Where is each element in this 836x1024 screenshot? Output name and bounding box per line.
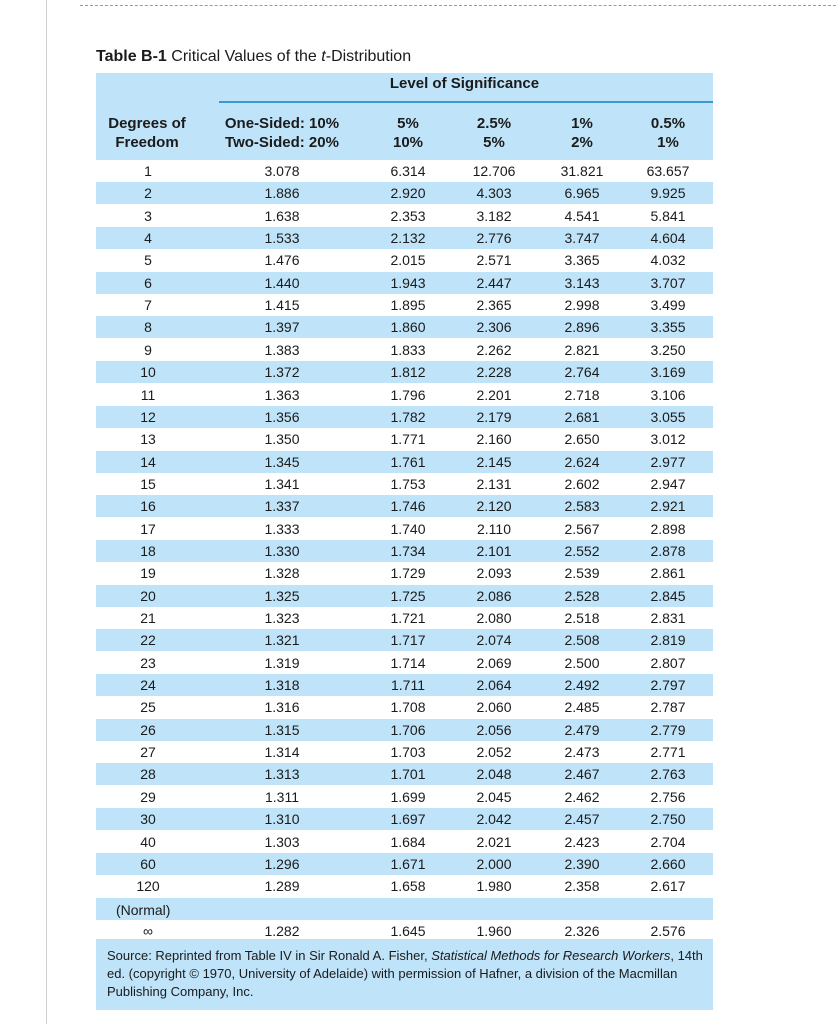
critical-value-cell: 1.701 <box>390 766 426 783</box>
title-text-end: -Distribution <box>325 48 412 65</box>
dof-cell: 13 <box>140 431 156 448</box>
critical-value-cell: 2.201 <box>476 386 512 403</box>
critical-value-cell: 2.898 <box>650 520 686 537</box>
table-caption <box>96 48 411 66</box>
critical-value-cell: 2.462 <box>564 788 600 805</box>
critical-value-cell: 1.671 <box>390 855 426 872</box>
dof-cell: 24 <box>140 677 156 694</box>
critical-value-cell: 1.943 <box>390 274 426 291</box>
critical-value-cell: 4.032 <box>650 252 686 269</box>
degrees-of-freedom-header <box>82 114 212 152</box>
critical-value-cell: 1.638 <box>264 207 300 224</box>
critical-value-cell: 2.878 <box>650 542 686 559</box>
critical-value-cell: 3.499 <box>650 297 686 314</box>
critical-value-cell: 2.358 <box>564 878 600 895</box>
critical-value-cell: 2.776 <box>476 230 512 247</box>
critical-value-cell: 2.423 <box>564 833 600 850</box>
critical-value-cell: 2.771 <box>650 744 686 761</box>
critical-value-cell: 2.093 <box>476 565 512 582</box>
critical-value-cell: 1.533 <box>264 230 300 247</box>
critical-value-cell: 3.365 <box>564 252 600 269</box>
critical-value-cell: 2.353 <box>390 207 426 224</box>
dashed-separator <box>80 5 836 6</box>
critical-value-cell: 1.311 <box>265 788 299 805</box>
critical-value-cell: 1.328 <box>264 565 300 582</box>
critical-value-cell: 2.567 <box>564 520 600 537</box>
dof-cell: 7 <box>144 297 152 314</box>
dof-cell: 18 <box>140 542 156 559</box>
dof-cell: 6 <box>144 274 152 291</box>
critical-value-cell: 2.583 <box>564 498 600 515</box>
normal-value-cell: 1.645 <box>390 922 426 939</box>
column-header-line1: 5% <box>397 115 419 132</box>
critical-value-cell: 2.052 <box>476 744 512 761</box>
critical-value-cell: 1.315 <box>264 721 300 738</box>
critical-value-cell: 2.457 <box>564 811 600 828</box>
critical-value-cell: 4.303 <box>476 185 512 202</box>
critical-value-cell: 6.314 <box>390 163 426 179</box>
critical-value-cell: 4.604 <box>650 230 686 247</box>
critical-value-cell: 1.833 <box>390 341 426 358</box>
critical-value-cell: 1.476 <box>264 252 300 269</box>
dof-cell: 5 <box>144 252 152 269</box>
critical-value-cell: 1.310 <box>264 811 300 828</box>
critical-value-cell: 1.697 <box>390 811 426 828</box>
dof-cell: 22 <box>140 632 156 649</box>
critical-value-cell: 2.821 <box>564 341 600 358</box>
critical-value-cell: 1.714 <box>390 654 426 671</box>
source-text <box>107 947 703 1001</box>
dof-cell: 60 <box>140 855 156 872</box>
critical-value-cell: 1.319 <box>264 654 300 671</box>
critical-value-cell: 5.841 <box>650 207 686 224</box>
critical-value-cell: 2.228 <box>476 364 512 381</box>
critical-value-cell: 1.980 <box>476 878 512 895</box>
critical-value-cell: 1.325 <box>264 587 300 604</box>
critical-value-cell: 2.069 <box>476 654 512 671</box>
critical-value-cell: 1.313 <box>264 766 300 783</box>
column-header <box>217 114 347 152</box>
critical-value-cell: 1.289 <box>264 878 300 895</box>
critical-value-cell: 1.796 <box>390 386 426 403</box>
critical-value-cell: 3.747 <box>564 230 600 247</box>
critical-value-cell: 4.541 <box>564 207 600 224</box>
dof-cell: 26 <box>140 721 156 738</box>
critical-value-cell: 2.262 <box>476 341 512 358</box>
critical-value-cell: 1.356 <box>264 408 300 425</box>
dof-cell: 9 <box>144 341 152 358</box>
critical-value-cell: 1.782 <box>390 408 426 425</box>
dof-cell: 12 <box>140 408 156 425</box>
page-left-border <box>46 0 47 1024</box>
critical-value-cell: 1.303 <box>264 833 300 850</box>
critical-value-cell: 1.725 <box>390 587 426 604</box>
critical-value-cell: 1.350 <box>264 431 300 448</box>
critical-value-cell: 2.492 <box>564 677 600 694</box>
critical-value-cell: 2.998 <box>564 297 600 314</box>
table-title <box>171 48 411 65</box>
critical-value-cell: 2.518 <box>564 610 600 626</box>
critical-value-cell: 3.055 <box>650 408 686 425</box>
critical-value-cell: 2.861 <box>650 565 686 582</box>
critical-value-cell: 2.086 <box>476 587 512 604</box>
critical-value-cell: 2.571 <box>476 252 512 269</box>
column-header-line2: 2% <box>571 134 593 151</box>
critical-value-cell: 2.060 <box>476 699 512 716</box>
critical-value-cell: 1.684 <box>390 833 426 850</box>
critical-value-cell: 1.706 <box>390 721 426 738</box>
critical-value-cell: 2.390 <box>564 855 600 872</box>
critical-value-cell: 1.314 <box>264 744 300 761</box>
critical-value-cell: 2.807 <box>650 654 686 671</box>
dof-cell: 40 <box>140 833 156 850</box>
critical-value-cell: 1.316 <box>264 699 300 716</box>
critical-value-cell: 2.650 <box>564 431 600 448</box>
critical-value-cell: 1.771 <box>390 431 426 448</box>
critical-value-cell: 2.797 <box>650 677 686 694</box>
critical-value-cell: 1.699 <box>390 788 426 805</box>
critical-value-cell: 1.318 <box>264 677 300 694</box>
critical-value-cell: 1.658 <box>390 878 426 895</box>
critical-value-cell: 1.734 <box>390 542 426 559</box>
critical-value-cell: 1.341 <box>264 475 300 492</box>
column-header-line2: 5% <box>483 134 505 151</box>
critical-value-cell: 2.617 <box>650 878 686 895</box>
critical-value-cell: 2.528 <box>564 587 600 604</box>
source-text-start: Source: Reprinted from Table IV in Sir Ronald A. Fisher, <box>107 948 432 963</box>
dof-cell: 27 <box>140 744 156 761</box>
critical-value-cell: 2.845 <box>650 587 686 604</box>
critical-value-cell: 2.365 <box>476 297 512 314</box>
column-header-line1: 0.5% <box>650 115 686 132</box>
critical-value-cell: 2.045 <box>476 788 512 805</box>
normal-value-cell: 2.576 <box>650 922 686 939</box>
critical-value-cell: 3.143 <box>564 274 600 291</box>
normal-label: (Normal) <box>116 902 171 918</box>
critical-value-cell: 2.101 <box>476 542 512 559</box>
critical-value-cell: 1.721 <box>390 610 426 626</box>
critical-value-cell: 2.473 <box>564 744 600 761</box>
column-header-line2: 10% <box>392 134 424 151</box>
critical-value-cell: 2.131 <box>476 475 512 492</box>
critical-value-cell: 1.746 <box>390 498 426 515</box>
critical-value-cell: 1.860 <box>390 319 426 336</box>
critical-value-cell: 1.740 <box>390 520 426 537</box>
critical-value-cell: 2.552 <box>564 542 600 559</box>
dof-cell: 17 <box>140 520 156 537</box>
t-distribution-table <box>96 73 713 1010</box>
critical-value-cell: 3.182 <box>476 207 512 224</box>
critical-value-cell: 1.321 <box>264 632 300 649</box>
critical-value-cell: 6.965 <box>564 185 600 202</box>
column-header-line2: Two-Sided: 20% <box>225 134 339 151</box>
table-label: Table B-1 <box>96 48 167 65</box>
dof-cell: 23 <box>140 654 156 671</box>
dof-cell: 4 <box>144 230 152 247</box>
critical-value-cell: 2.704 <box>650 833 686 850</box>
column-header-line1: One-Sided: 10% <box>224 115 340 132</box>
critical-value-cell: 1.708 <box>390 699 426 716</box>
dof-cell: 8 <box>144 319 152 336</box>
dof-cell: 11 <box>140 386 156 403</box>
critical-value-cell: 1.296 <box>264 855 300 872</box>
critical-value-cell: 1.895 <box>390 297 426 314</box>
critical-value-cell: 2.179 <box>476 408 512 425</box>
critical-value-cell: 2.602 <box>564 475 600 492</box>
dof-cell: 19 <box>140 565 156 582</box>
dof-cell: 16 <box>140 498 156 515</box>
source-book-title: Statistical Methods for Research Workers <box>431 948 671 963</box>
critical-value-cell: 1.345 <box>264 453 300 470</box>
dof-cell: 14 <box>140 453 156 470</box>
critical-value-cell: 2.056 <box>476 721 512 738</box>
critical-value-cell: 1.711 <box>391 677 425 694</box>
critical-value-cell: 2.015 <box>390 252 426 269</box>
dof-cell: 29 <box>140 788 156 805</box>
dof-cell: 20 <box>140 587 156 604</box>
critical-value-cell: 2.539 <box>564 565 600 582</box>
critical-value-cell: 3.106 <box>650 386 686 403</box>
critical-value-cell: 2.947 <box>650 475 686 492</box>
critical-value-cell: 2.896 <box>564 319 600 336</box>
critical-value-cell: 2.718 <box>564 386 600 403</box>
critical-value-cell: 1.761 <box>390 453 426 470</box>
critical-value-cell: 2.080 <box>476 610 512 626</box>
critical-value-cell: 1.717 <box>390 632 426 649</box>
critical-value-cell: 1.337 <box>264 498 300 515</box>
critical-value-cell: 1.440 <box>264 274 300 291</box>
critical-value-cell: 2.074 <box>476 632 512 649</box>
critical-value-cell: 2.485 <box>564 699 600 716</box>
critical-value-cell: 2.921 <box>650 498 686 515</box>
critical-value-cell: 1.383 <box>264 341 300 358</box>
dof-cell: 2 <box>144 185 152 202</box>
critical-value-cell: 3.250 <box>650 341 686 358</box>
critical-value-cell: 3.078 <box>264 163 300 179</box>
dof-cell: 28 <box>140 766 156 783</box>
critical-value-cell: 1.729 <box>390 565 426 582</box>
source-text-end: , 14th ed. (copyright © 1970, University of Adelaide) with permission of Hafner, a division of the Macmillan Publishing Company, Inc. <box>107 948 703 999</box>
critical-value-cell: 2.306 <box>476 319 512 336</box>
critical-value-cell: 2.779 <box>650 721 686 738</box>
critical-value-cell: 2.763 <box>650 766 686 783</box>
critical-value-cell: 2.787 <box>650 699 686 716</box>
critical-value-cell: 2.500 <box>564 654 600 671</box>
critical-value-cell: 2.145 <box>476 453 512 470</box>
critical-value-cell: 12.706 <box>472 163 516 179</box>
critical-value-cell: 2.160 <box>476 431 512 448</box>
row-shading <box>96 898 713 920</box>
critical-value-cell: 2.819 <box>650 632 686 649</box>
critical-value-cell: 2.064 <box>476 677 512 694</box>
table-header <box>96 73 713 160</box>
critical-value-cell: 3.355 <box>650 319 686 336</box>
source-note <box>96 939 713 1010</box>
dof-header-line1: Degrees of <box>108 115 186 132</box>
critical-value-cell: 2.831 <box>650 610 686 626</box>
critical-value-cell: 2.681 <box>564 408 600 425</box>
dof-cell: 25 <box>140 699 156 716</box>
critical-value-cell: 1.397 <box>264 319 300 336</box>
level-of-significance-label: Level of Significance <box>389 75 540 92</box>
column-header <box>603 114 733 152</box>
dof-cell: 21 <box>140 610 156 626</box>
critical-value-cell: 1.363 <box>264 386 300 403</box>
critical-value-cell: 1.372 <box>264 364 300 381</box>
dof-cell: 10 <box>140 364 156 381</box>
critical-value-cell: 1.333 <box>264 520 300 537</box>
critical-value-cell: 3.707 <box>650 274 686 291</box>
critical-value-cell: 2.764 <box>564 364 600 381</box>
critical-value-cell: 2.000 <box>476 855 512 872</box>
column-header-line2: 1% <box>657 134 679 151</box>
dof-cell: 3 <box>144 207 152 224</box>
normal-value-cell: 1.960 <box>476 922 512 939</box>
critical-value-cell: 2.660 <box>650 855 686 872</box>
critical-value-cell: 63.657 <box>646 163 690 179</box>
critical-value-cell: 9.925 <box>650 185 686 202</box>
normal-value-cell: 2.326 <box>564 922 600 939</box>
title-italic-t: t <box>321 48 326 65</box>
critical-value-cell: 2.920 <box>390 185 426 202</box>
critical-value-cell: 1.330 <box>264 542 300 559</box>
critical-value-cell: 2.021 <box>476 833 512 850</box>
critical-value-cell: 3.169 <box>650 364 686 381</box>
column-header-line1: 1% <box>571 115 593 132</box>
critical-value-cell: 2.479 <box>564 721 600 738</box>
critical-value-cell: 2.110 <box>477 520 511 537</box>
dof-cell: 15 <box>140 475 156 492</box>
critical-value-cell: 1.886 <box>264 185 300 202</box>
critical-value-cell: 2.120 <box>476 498 512 515</box>
critical-value-cell: 31.821 <box>560 163 604 179</box>
dof-cell: 1 <box>144 163 152 179</box>
critical-value-cell: 2.624 <box>564 453 600 470</box>
critical-value-cell: 2.750 <box>650 811 686 828</box>
level-divider <box>219 101 713 103</box>
critical-value-cell: 1.323 <box>264 610 300 626</box>
critical-value-cell: 2.756 <box>650 788 686 805</box>
critical-value-cell: 1.753 <box>390 475 426 492</box>
critical-value-cell: 2.048 <box>476 766 512 783</box>
normal-value-cell: 1.282 <box>264 922 300 939</box>
column-header-line1: 2.5% <box>476 115 512 132</box>
critical-value-cell: 1.415 <box>264 297 300 314</box>
critical-value-cell: 2.042 <box>476 811 512 828</box>
critical-value-cell: 1.703 <box>390 744 426 761</box>
critical-value-cell: 2.447 <box>476 274 512 291</box>
critical-value-cell: 2.467 <box>564 766 600 783</box>
dof-header-line2: Freedom <box>115 134 179 151</box>
critical-value-cell: 2.508 <box>564 632 600 649</box>
critical-value-cell: 2.977 <box>650 453 686 470</box>
critical-value-cell: 3.012 <box>650 431 686 448</box>
critical-value-cell: 1.812 <box>390 364 426 381</box>
dof-cell: 120 <box>136 878 160 895</box>
title-text: Critical Values of the <box>171 48 322 65</box>
dof-cell: 30 <box>140 811 156 828</box>
infinity-cell: ∞ <box>143 922 153 939</box>
critical-value-cell: 2.132 <box>390 230 426 247</box>
